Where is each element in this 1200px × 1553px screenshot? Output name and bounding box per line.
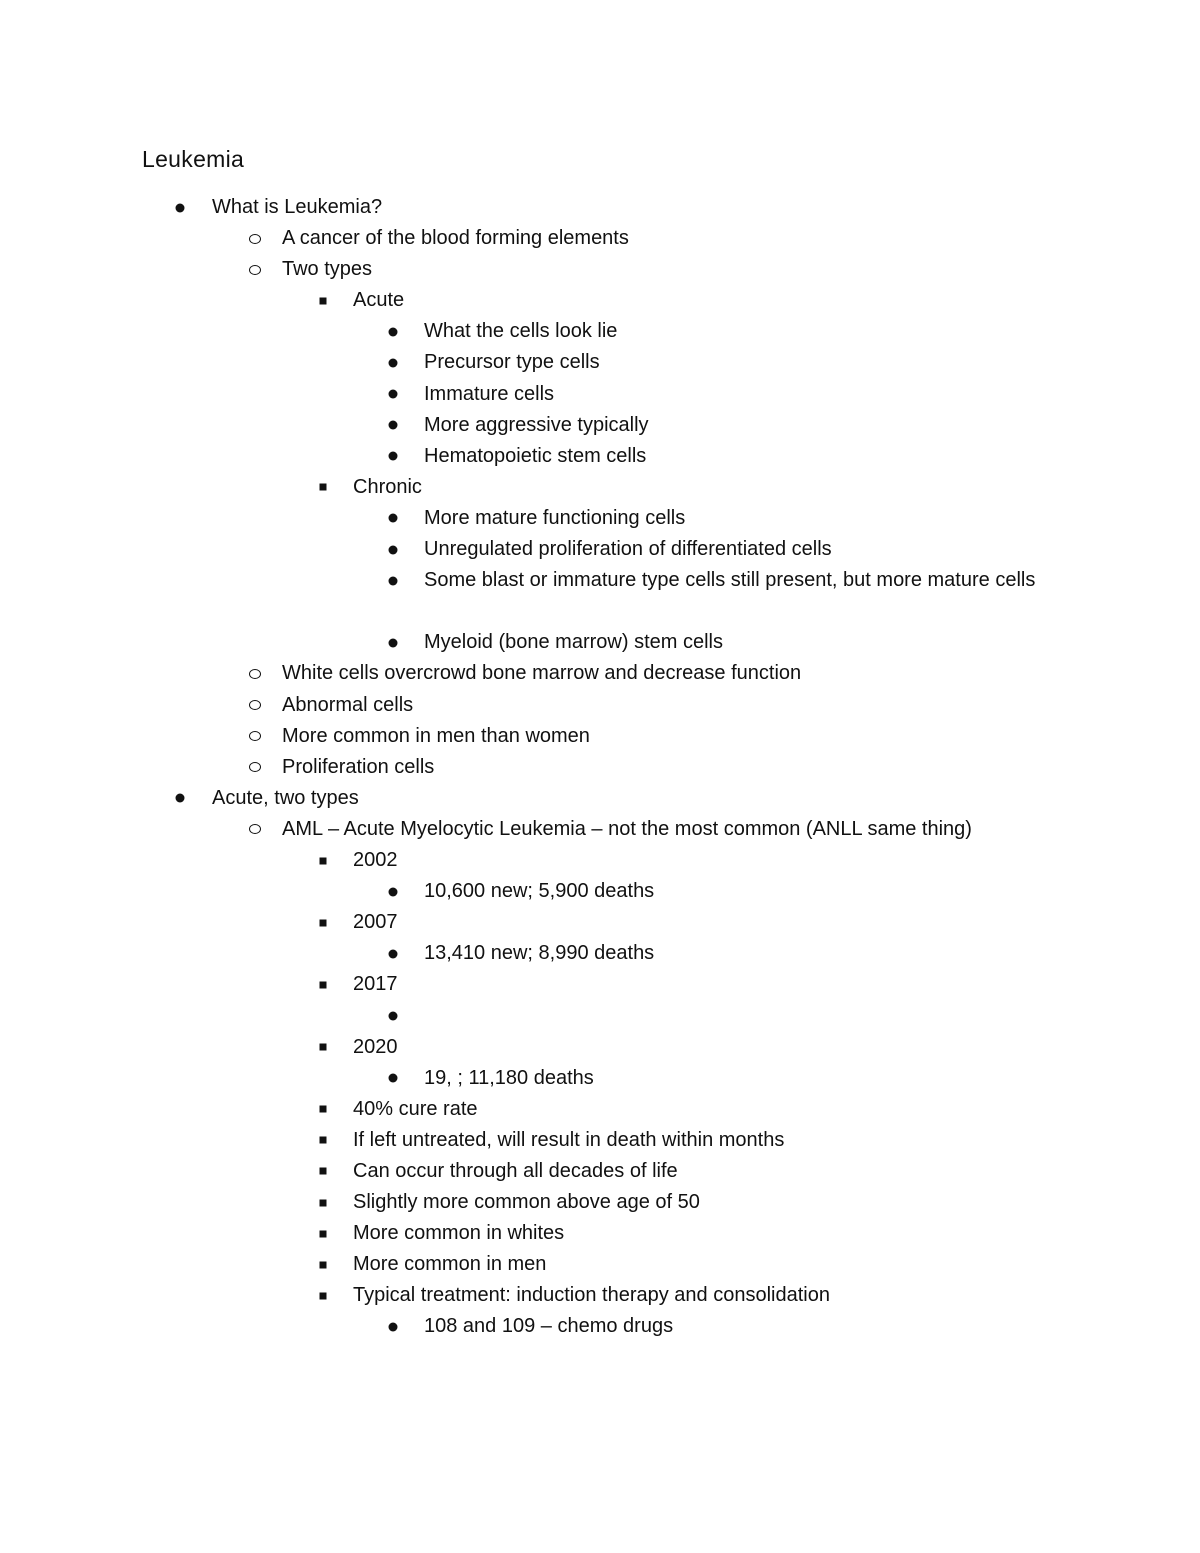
disc-icon [378, 503, 408, 534]
list-item-text: Myeloid (bone marrow) stem cells [424, 631, 723, 654]
list-item-text: White cells overcrowd bone marrow and decrease function [282, 662, 802, 685]
disc-icon [378, 938, 408, 969]
list-item-text: Hematopoietic stem cells [424, 444, 647, 467]
square-icon [308, 1187, 338, 1218]
list-item [0, 1249, 1200, 1280]
list-item-text: Acute [353, 289, 405, 312]
list-item-text: Acute, two types [212, 786, 359, 809]
list-item [0, 192, 1200, 223]
list-item [0, 752, 1200, 783]
list-item [0, 658, 1200, 689]
square-icon [308, 969, 338, 1000]
list-item [0, 1032, 1200, 1063]
list-item [0, 783, 1200, 814]
list-item-text: 2017 [353, 973, 398, 996]
square-icon [308, 1032, 338, 1063]
list-item [0, 565, 1200, 627]
list-item [0, 285, 1200, 316]
disc-icon [378, 876, 408, 907]
square-icon [308, 1218, 338, 1249]
list-item [0, 347, 1200, 378]
list-item [0, 441, 1200, 472]
list-item [0, 472, 1200, 503]
disc-icon [378, 347, 408, 378]
list-item [0, 316, 1200, 347]
list-item [0, 845, 1200, 876]
list-item-text: More common in men [353, 1253, 547, 1276]
list-item [0, 1094, 1200, 1125]
list-item [0, 254, 1200, 285]
list-item-text: AML – Acute Myelocytic Leukemia – not the most common (ANLL same thing) [282, 817, 972, 840]
disc-icon [378, 1063, 408, 1094]
list-item-text: 19, ; 11,180 deaths [424, 1066, 594, 1089]
circle-icon [240, 254, 270, 285]
list-item-text: Abnormal cells [282, 693, 414, 716]
list-item-text: More common in men than women [282, 724, 590, 747]
list-item-text: If left untreated, will result in death within months [353, 1128, 785, 1151]
list-item [0, 1280, 1200, 1311]
list-item [0, 1218, 1200, 1249]
list-item [0, 627, 1200, 658]
circle-icon [240, 752, 270, 783]
disc-icon [378, 1311, 408, 1342]
disc-icon [378, 441, 408, 472]
disc-icon [378, 627, 408, 658]
list-item-text: What is Leukemia? [212, 196, 383, 218]
list-item [0, 721, 1200, 752]
list-item-text: 40% cure rate [353, 1097, 478, 1120]
square-icon [308, 1094, 338, 1125]
list-item [0, 1000, 1200, 1031]
list-item-text: More mature functioning cells [424, 506, 686, 529]
circle-icon [240, 814, 270, 845]
list-item [0, 410, 1200, 441]
disc-icon [378, 1000, 408, 1031]
list-item-text: Proliferation cells [282, 755, 435, 778]
list-item-text: More common in whites [353, 1222, 565, 1245]
list-item [0, 1156, 1200, 1187]
square-icon [308, 845, 338, 876]
list-item-text: 10,600 new; 5,900 deaths [424, 880, 655, 903]
list-item [0, 969, 1200, 1000]
circle-icon [240, 721, 270, 752]
list-item-text: 13,410 new; 8,990 deaths [424, 942, 655, 965]
list-item-text: 2020 [353, 1035, 398, 1058]
list-item-text: Chronic [353, 475, 422, 498]
bullet-outline [0, 192, 1200, 1342]
list-item [0, 379, 1200, 410]
list-item-text: A cancer of the blood forming elements [282, 227, 629, 250]
list-item-text: Precursor type cells [424, 351, 600, 374]
list-item [0, 938, 1200, 969]
disc-icon [378, 379, 408, 410]
disc-icon [378, 316, 408, 347]
list-item [0, 814, 1200, 845]
list-item [0, 1311, 1200, 1342]
list-item-text: More aggressive typically [424, 413, 649, 436]
list-item-text: Unregulated proliferation of differentiated cells [424, 538, 832, 561]
list-item [0, 690, 1200, 721]
square-icon [308, 1249, 338, 1280]
list-item [0, 223, 1200, 254]
disc-icon [378, 410, 408, 441]
square-icon [308, 285, 338, 316]
square-icon [308, 907, 338, 938]
disc-icon [165, 192, 195, 223]
list-item-text: Some blast or immature type cells still present, but more mature cells [424, 569, 1036, 592]
list-item [0, 1125, 1200, 1156]
square-icon [308, 472, 338, 503]
list-item-text: Two types [282, 258, 373, 281]
disc-icon [165, 783, 195, 814]
square-icon [308, 1125, 338, 1156]
list-item-text: Can occur through all decades of life [353, 1159, 678, 1182]
list-item [0, 1063, 1200, 1094]
list-item-text: What the cells look lie [424, 320, 618, 343]
circle-icon [240, 690, 270, 721]
list-item-text: Immature cells [424, 382, 555, 405]
circle-icon [240, 658, 270, 689]
disc-icon [378, 565, 408, 596]
list-item [0, 503, 1200, 534]
square-icon [308, 1156, 338, 1187]
list-item [0, 876, 1200, 907]
list-item [0, 534, 1200, 565]
circle-icon [240, 223, 270, 254]
list-item [0, 1187, 1200, 1218]
list-item-text: Typical treatment: induction therapy and consolidation [353, 1284, 830, 1307]
disc-icon [378, 534, 408, 565]
list-item [0, 907, 1200, 938]
document-title: Leukemia [142, 146, 245, 172]
list-item-text: 108 and 109 – chemo drugs [424, 1315, 674, 1338]
square-icon [308, 1280, 338, 1311]
list-item-text: Slightly more common above age of 50 [353, 1191, 700, 1213]
list-item-text: 2002 [353, 848, 398, 871]
list-item-text: 2007 [353, 911, 398, 934]
